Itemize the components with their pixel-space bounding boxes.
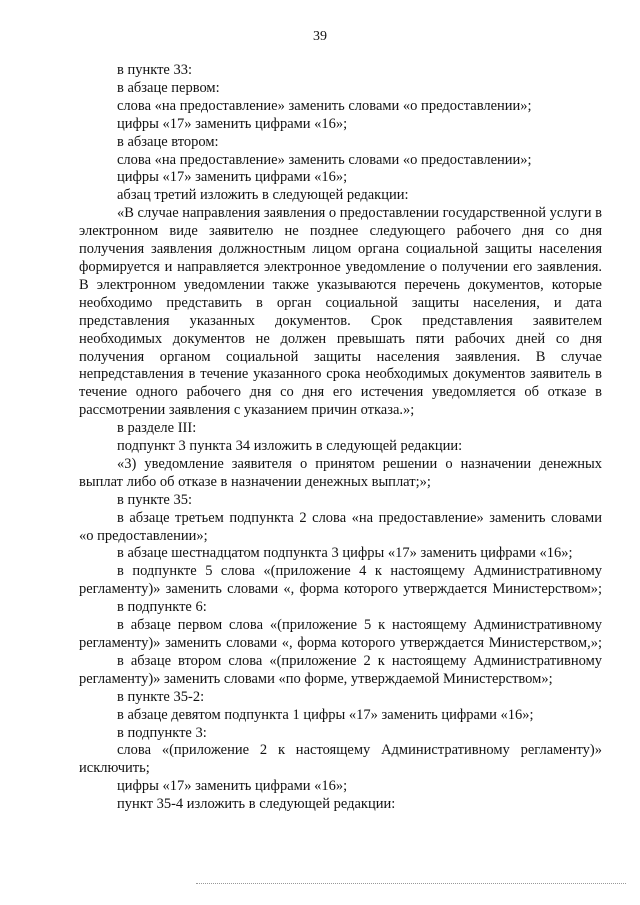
quoted-paragraph: «В случае направления заявления о предоставлении государственной услуги в электронном виде заявителю не позднее следующего рабочего дня со дня получения заявления должностным лицом органа социальной защиты населения формируется и направляется электронное уведомление о получении его заявления. В электронном уведомлении также указываются перечень документов, которые необходимо представить в орган социальной защиты населения, и дата представления указанных документов. Срок представления заявителем необходимых документов не должен превышать пяти рабочих дней со дня получения органом социальной защиты населения заявления. В случае непредставления в течение указанного срока необходимых документов заявитель в течение одного рабочего дня со дня его истечения уведомляется об отказе в рассмотрении заявления с указанием причин отказа.»; bbox=[79, 205, 602, 419]
paragraph: в абзаце втором: bbox=[117, 133, 219, 150]
quoted-paragraph: «3) уведомление заявителя о принятом решении о назначении денежных выплат либо об отказе в назначении денежных выплат;»; bbox=[79, 455, 602, 490]
paragraph: в пункте 35-2: bbox=[117, 688, 205, 705]
paragraph: слова «на предоставление» заменить словами «о предоставлении»; bbox=[117, 97, 532, 114]
paragraph: в пункте 35: bbox=[117, 491, 193, 508]
paragraph: слова «(приложение 2 к настоящему Административному регламенту)» исключить; bbox=[79, 742, 602, 777]
page-number: 39 bbox=[313, 29, 327, 44]
paragraph: пункт 35-4 изложить в следующей редакции: bbox=[117, 796, 396, 813]
paragraph: в абзаце шестнадцатом подпункта 3 цифры «17» заменить цифрами «16»; bbox=[117, 545, 573, 562]
paragraph: подпункт 3 пункта 34 изложить в следующей редакции: bbox=[117, 438, 463, 455]
bottom-divider bbox=[196, 883, 626, 884]
paragraph: в абзаце втором слова «(приложение 2 к настоящему Административному регламенту)» заменить словами «по форме, утверждаемой Министерством»; bbox=[79, 652, 602, 687]
paragraph: в подпункте 3: bbox=[117, 724, 207, 741]
paragraph: в подпункте 6: bbox=[117, 599, 207, 616]
paragraph: слова «на предоставление» заменить словами «о предоставлении»; bbox=[117, 151, 532, 168]
paragraph: в абзаце первом слова «(приложение 5 к настоящему Административному регламенту)» заменить словами «, форма которого утверждается Министерством,»; bbox=[79, 617, 602, 651]
paragraph: в подпункте 5 слова «(приложение 4 к настоящему Административному регламенту)» заменить словами «, форма которого утверждается Министерством»; bbox=[79, 563, 602, 598]
paragraph: цифры «17» заменить цифрами «16»; bbox=[117, 169, 348, 186]
paragraph: в абзаце девятом подпункта 1 цифры «17» заменить цифрами «16»; bbox=[117, 706, 534, 723]
paragraph: абзац третий изложить в следующей редакции: bbox=[117, 187, 409, 204]
paragraph: в разделе III: bbox=[117, 420, 197, 437]
paragraph: цифры «17» заменить цифрами «16»; bbox=[117, 115, 348, 132]
paragraph: в абзаце первом: bbox=[117, 79, 220, 96]
paragraph: цифры «17» заменить цифрами «16»; bbox=[117, 778, 348, 795]
document-body bbox=[79, 62, 602, 814]
paragraph: в абзаце третьем подпункта 2 слова «на предоставление» заменить словами «о предоставлении»; bbox=[79, 509, 602, 544]
paragraph: в пункте 33: bbox=[117, 62, 193, 78]
